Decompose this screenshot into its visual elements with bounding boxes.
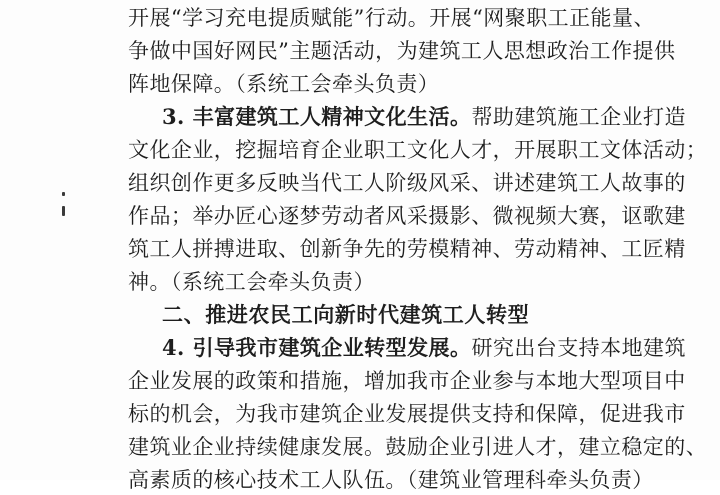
section-4-heading: 4. 引导我市建筑企业转型发展。: [162, 335, 472, 360]
line-text: 开展“学习充电提质赋能”行动。开展“网聚职工正能量、: [128, 6, 655, 30]
paragraph-line: [128, 69, 598, 99]
paragraph-line: [128, 234, 686, 264]
heading-text: 二、推进农民工向新时代建筑工人转型: [162, 303, 530, 327]
scan-mark: [62, 206, 65, 216]
section-3-first-line: [162, 102, 686, 132]
line-text: 筑工人拼搏进取、创新争先的劳模精神、劳动精神、工匠精: [128, 237, 686, 261]
section-2-heading: [162, 300, 632, 330]
line-text: 帮助建筑施工企业打造: [471, 105, 686, 129]
line-text: 神。（系统工会牵头负责）: [128, 270, 375, 294]
scan-mark: [62, 192, 65, 196]
paragraph-line: [128, 399, 686, 429]
line-text: 高素质的核心技术工人队伍。（建筑业管理科牵头负责）: [128, 468, 654, 492]
paragraph-line: [128, 36, 676, 66]
paragraph-line: [128, 168, 686, 198]
line-text: 企业发展的政策和措施，增加我市企业参与本地大型项目中: [128, 369, 686, 393]
section-4-first-line: [162, 333, 686, 363]
line-text: 标的机会，为我市建筑企业发展提供支持和保障，促进我市: [128, 402, 686, 426]
line-text: 建筑业企业持续健康发展。鼓励企业引进人才，建立稳定的、: [128, 435, 708, 459]
line-text: 研究出台支持本地建筑: [471, 336, 686, 360]
paragraph-line: [128, 267, 598, 297]
line-text: 阵地保障。（系统工会牵头负责）: [128, 72, 440, 96]
line-text: 争做中国好网民”主题活动，为建筑工人思想政治工作提供: [128, 39, 676, 63]
line-text: 组织创作更多反映当代工人阶级风采、讲述建筑工人故事的: [128, 171, 686, 195]
paragraph-line: [128, 201, 686, 231]
line-text: 作品；举办匠心逐梦劳动者风采摄影、微视频大赛，讴歌建: [128, 204, 686, 228]
paragraph-line: [128, 135, 708, 165]
section-3-heading: 3. 丰富建筑工人精神文化生活。: [162, 104, 472, 129]
paragraph-line: [128, 366, 686, 396]
paragraph-line: [128, 465, 654, 495]
paragraph-line: [128, 432, 708, 462]
paragraph-line: [128, 3, 655, 33]
line-text: 文化企业，挖掘培育企业职工文化人才，开展职工文体活动；: [128, 138, 708, 162]
